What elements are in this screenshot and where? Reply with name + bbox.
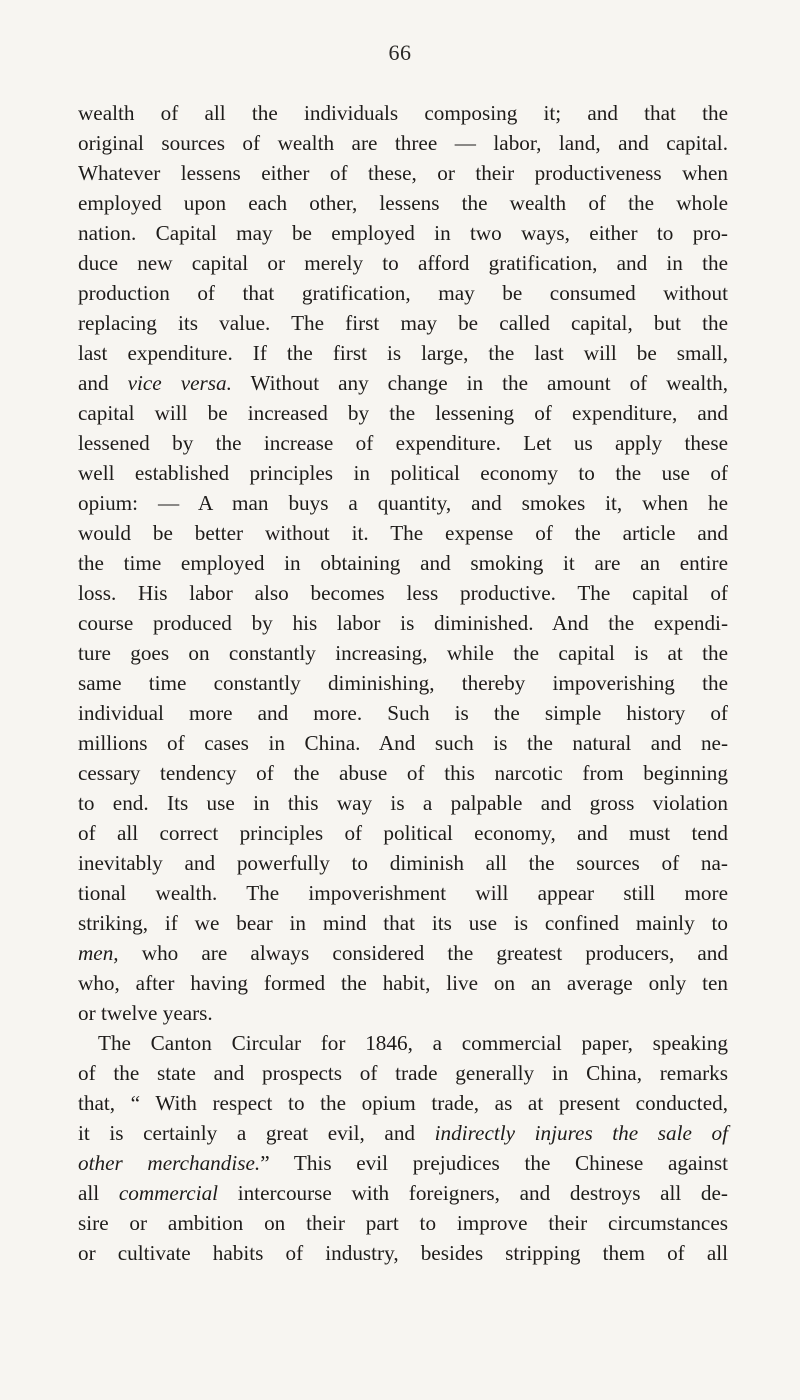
text-line: [78, 968, 728, 998]
text-line: [78, 608, 728, 638]
text-line: [78, 578, 728, 608]
text-segment: nation. Capital may be employed in two ways, either to pro-: [78, 221, 728, 245]
text-segment: would be better without it. The expense of the article and: [78, 521, 728, 545]
text-line: [78, 308, 728, 338]
text-line: [78, 128, 728, 158]
italic-text: indirectly injures the sale of: [434, 1121, 728, 1145]
text-segment: that, “ With respect to the opium trade, as at present conducted,: [78, 1091, 728, 1115]
text-line: [78, 848, 728, 878]
text-segment: sire or ambition on their part to improve their circumstances: [78, 1211, 728, 1235]
text-line: [78, 1028, 728, 1058]
text-line: [78, 458, 728, 488]
text-segment: well established principles in political economy to the use of: [78, 461, 728, 485]
text-line: [78, 1058, 728, 1088]
italic-text: commercial: [118, 1181, 219, 1205]
text-line: [78, 548, 728, 578]
text-segment: replacing its value. The first may be called capital, but the: [78, 311, 728, 335]
text-segment: The Canton Circular for 1846, a commercial paper, speaking: [98, 1031, 728, 1055]
text-line: [78, 368, 728, 398]
italic-text: vice versa.: [127, 371, 232, 395]
text-line: [78, 878, 728, 908]
text-segment: capital will be increased by the lessening of expenditure, and: [78, 401, 728, 425]
text-line: [78, 278, 728, 308]
text-line: [78, 398, 728, 428]
text-line: [78, 1118, 728, 1148]
body-text: [78, 98, 728, 1268]
text-segment: duce new capital or merely to afford gratification, and in the: [78, 251, 728, 275]
text-line: [78, 218, 728, 248]
text-line: [78, 758, 728, 788]
text-segment: same time constantly diminishing, thereby impoverishing the: [78, 671, 728, 695]
text-segment: millions of cases in China. And such is the natural and ne-: [78, 731, 728, 755]
text-segment: it is certainly a great evil, and: [78, 1121, 435, 1145]
text-line: [78, 1088, 728, 1118]
text-line: [78, 98, 728, 128]
text-segment: tional wealth. The impoverishment will appear still more: [78, 881, 728, 905]
text-segment: employed upon each other, lessens the wealth of the whole: [78, 191, 728, 215]
text-segment: production of that gratification, may be consumed without: [78, 281, 728, 305]
text-segment: inevitably and powerfully to diminish all the sources of na-: [78, 851, 728, 875]
text-segment: of the state and prospects of trade generally in China, remarks: [78, 1061, 728, 1085]
text-segment: last expenditure. If the first is large, the last will be small,: [78, 341, 728, 365]
italic-text: men,: [78, 941, 119, 965]
text-segment: individual more and more. Such is the simple history of: [78, 701, 728, 725]
text-segment: Whatever lessens either of these, or their productiveness when: [78, 161, 728, 185]
page-number: 66: [388, 40, 412, 65]
text-segment: who, after having formed the habit, live on an average only ten: [78, 971, 728, 995]
text-segment: Without any change in the amount of wealth,: [231, 371, 728, 395]
text-line: [78, 908, 728, 938]
text-segment: lessened by the increase of expenditure. Let us apply these: [78, 431, 728, 455]
text-segment: intercourse with foreigners, and destroys all de-: [218, 1181, 728, 1205]
text-line: [78, 728, 728, 758]
text-line: [78, 818, 728, 848]
text-line: [78, 488, 728, 518]
text-segment: or cultivate habits of industry, besides stripping them of all: [78, 1241, 728, 1265]
text-line: [78, 638, 728, 668]
text-segment: and: [78, 371, 128, 395]
text-segment: opium: — A man buys a quantity, and smokes it, when he: [78, 491, 728, 515]
text-segment: loss. His labor also becomes less productive. The capital of: [78, 581, 728, 605]
text-segment: or twelve years.: [78, 1001, 213, 1025]
text-line: [78, 1208, 728, 1238]
italic-text: other merchandise.: [78, 1151, 261, 1175]
text-line: [78, 1178, 728, 1208]
text-segment: original sources of wealth are three — labor, land, and capital.: [78, 131, 728, 155]
text-segment: of all correct principles of political economy, and must tend: [78, 821, 728, 845]
text-segment: course produced by his labor is diminished. And the expendi-: [78, 611, 728, 635]
text-segment: wealth of all the individuals composing it; and that the: [78, 101, 728, 125]
text-segment: ” This evil prejudices the Chinese against: [260, 1151, 728, 1175]
text-line: [78, 1148, 728, 1178]
text-line: [78, 788, 728, 818]
text-line: [78, 428, 728, 458]
text-segment: who are always considered the greatest producers, and: [118, 941, 728, 965]
text-segment: cessary tendency of the abuse of this narcotic from beginning: [78, 761, 728, 785]
text-line: [78, 518, 728, 548]
text-segment: all: [78, 1181, 119, 1205]
text-segment: striking, if we bear in mind that its use is confined mainly to: [78, 911, 728, 935]
text-segment: to end. Its use in this way is a palpable and gross violation: [78, 791, 728, 815]
text-segment: ture goes on constantly increasing, while the capital is at the: [78, 641, 728, 665]
text-line: [78, 1238, 728, 1268]
text-segment: the time employed in obtaining and smoking it are an entire: [78, 551, 728, 575]
text-line: [78, 158, 728, 188]
text-line: [78, 938, 728, 968]
text-line: [78, 338, 728, 368]
text-line: [78, 698, 728, 728]
text-line: [78, 998, 728, 1028]
text-line: [78, 248, 728, 278]
text-line: [78, 188, 728, 218]
text-line: [78, 668, 728, 698]
